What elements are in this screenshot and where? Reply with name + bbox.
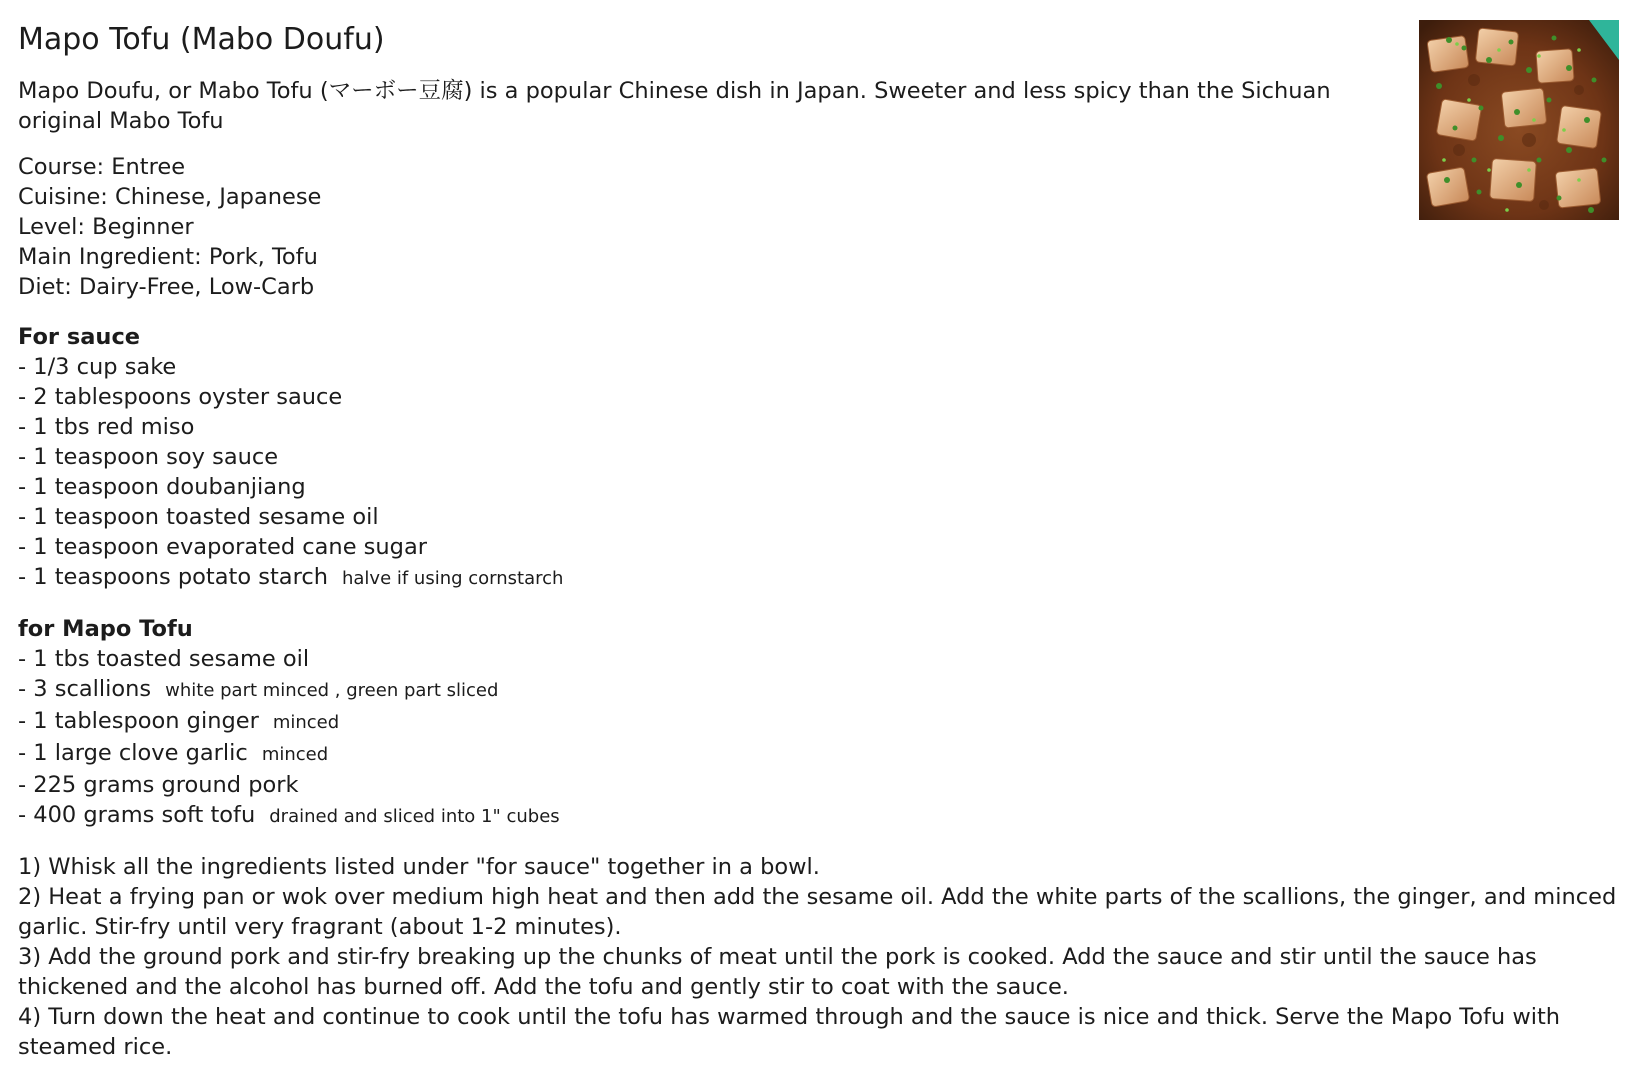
- ingredient-note: halve if using cornstarch: [341, 568, 564, 589]
- ingredient-item: [18, 674, 1630, 706]
- section-heading: For sauce: [18, 324, 141, 350]
- ingredient-note: minced: [272, 712, 340, 733]
- ingredient-note: white part minced , green part sliced: [165, 680, 499, 701]
- ingredient-text: - 1 teaspoon evaporated cane sugar: [18, 534, 427, 560]
- meta-main-ingredient: [18, 242, 1630, 272]
- ingredient-text: - 1 teaspoon toasted sesame oil: [18, 504, 379, 530]
- ingredient-item: [18, 562, 1630, 594]
- recipe-description: Mapo Doufu, or Mabo Tofu (マーボー豆腐) is a popular Chinese dish in Japan. Sweeter and less spicy than the Sichuan original Mabo Tofu: [18, 78, 1331, 134]
- instruction-step: 4) Turn down the heat and continue to cook until the tofu has warmed through and the sauce is nice and thick. Serve the Mapo Tofu with steamed rice.: [18, 1004, 1561, 1060]
- ingredient-note: minced: [261, 744, 329, 765]
- ingredients-sauce: [18, 322, 1630, 594]
- meta-label: Main Ingredient:: [18, 244, 202, 270]
- ingredient-item: [18, 412, 1630, 442]
- meta-course: [18, 152, 1630, 182]
- instruction-step: 3) Add the ground pork and stir-fry breaking up the chunks of meat until the pork is cooked. Add the sauce and stir until the sauce has thickened and the alcohol has burned off. Add the tofu and gently stir to coat with the sauce.: [18, 944, 1537, 1000]
- ingredient-item: [18, 502, 1630, 532]
- meta-level: [18, 212, 1630, 242]
- ingredient-item: [18, 644, 1630, 674]
- recipe-meta: [18, 152, 1630, 302]
- ingredient-text: - 1 tbs red miso: [18, 414, 195, 440]
- meta-diet: [18, 272, 1630, 302]
- ingredient-item: [18, 472, 1630, 502]
- recipe-photo: [1419, 20, 1619, 220]
- ingredient-item: [18, 352, 1630, 382]
- meta-value: Chinese, Japanese: [115, 184, 322, 210]
- meta-value: Pork, Tofu: [208, 244, 318, 270]
- ingredient-item: [18, 442, 1630, 472]
- ingredient-item: [18, 706, 1630, 738]
- meta-cuisine: [18, 182, 1630, 212]
- section-heading: for Mapo Tofu: [18, 616, 193, 642]
- meta-value: Entree: [111, 154, 186, 180]
- ingredient-item: [18, 800, 1630, 832]
- recipe-card: [18, 18, 1630, 1062]
- ingredient-item: [18, 738, 1630, 770]
- meta-label: Cuisine:: [18, 184, 108, 210]
- instruction-step: 1) Whisk all the ingredients listed under "for sauce" together in a bowl.: [18, 854, 820, 880]
- meta-label: Level:: [18, 214, 85, 240]
- instruction-step: 2) Heat a frying pan or wok over medium high heat and then add the sesame oil. Add the white parts of the scallions, the ginger, and minced garlic. Stir-fry until very fragrant (about 1-2 minutes).: [18, 884, 1617, 940]
- ingredient-text: - 1 tablespoon ginger: [18, 708, 259, 734]
- ingredient-text: - 400 grams soft tofu: [18, 802, 256, 828]
- ingredient-item: [18, 770, 1630, 800]
- ingredient-text: - 1 teaspoon doubanjiang: [18, 474, 306, 500]
- meta-label: Course:: [18, 154, 105, 180]
- recipe-title: Mapo Tofu (Mabo Doufu): [18, 22, 385, 57]
- ingredient-text: - 1 large clove garlic: [18, 740, 248, 766]
- meta-value: Beginner: [92, 214, 194, 240]
- recipe-photo-image: [1419, 20, 1619, 220]
- ingredient-note: drained and sliced into 1" cubes: [269, 806, 560, 827]
- ingredient-text: - 3 scallions: [18, 676, 152, 702]
- ingredient-text: - 2 tablespoons oyster sauce: [18, 384, 343, 410]
- ingredient-text: - 225 grams ground pork: [18, 772, 299, 798]
- ingredient-text: - 1/3 cup sake: [18, 354, 177, 380]
- ingredient-item: [18, 382, 1630, 412]
- ingredients-mapo-tofu: [18, 614, 1630, 832]
- ingredient-text: - 1 teaspoons potato starch: [18, 564, 328, 590]
- meta-value: Dairy-Free, Low-Carb: [78, 274, 315, 300]
- meta-label: Diet:: [18, 274, 72, 300]
- ingredient-text: - 1 teaspoon soy sauce: [18, 444, 279, 470]
- ingredient-text: - 1 tbs toasted sesame oil: [18, 646, 310, 672]
- ingredient-item: [18, 532, 1630, 562]
- instructions: [18, 852, 1630, 1062]
